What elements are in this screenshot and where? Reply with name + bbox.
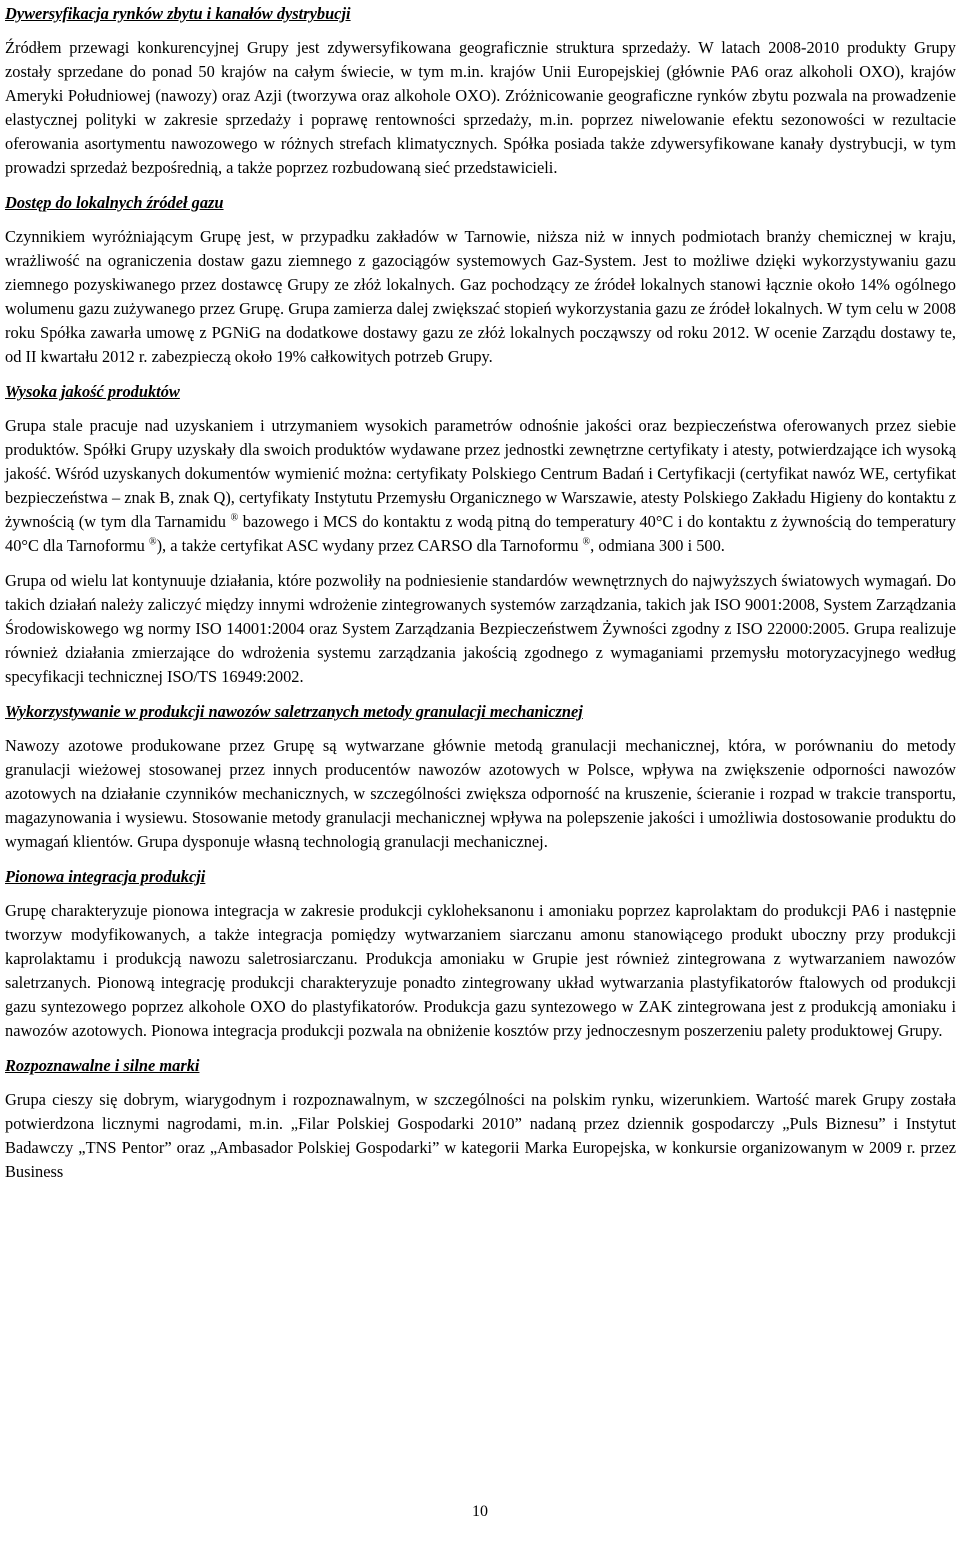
text-segment: Grupa stale pracuje nad uzyskaniem i utrzymaniem wysokich parametrów odnośnie jakości oraz bezpieczeństwa oferowanych przez siebie produktów. Spółki Grupy uzyskały dla swoich produktów wydawane przez jednostki zewnętrzne certyfikaty i atesty, potwierdzające ich wysoką jakość. Wśród uzyskanych dokumentów wymienić można: certyfikaty Polskiego Centrum Badań i Certyfikacji (certyfikat nawóz WE, certyfikat bezpieczeństwa – znak B, znak Q), certyfikaty Instytutu Przemysłu Organicznego w Warszawie, atesty Polskiego Zakładu Higieny do kontaktu z żywnością (w tym dla Tarnamidu [5,416,956,531]
text-segment: ), a także certyfikat ASC wydany przez CARSO dla Tarnoformu [156,536,579,555]
paragraph-dywersyfikacja: Źródłem przewagi konkurencyjnej Grupy jest zdywersyfikowana geograficznie struktura sprzedaży. W latach 2008-2010 produkty Grupy zostały sprzedane do ponad 50 krajów na całym świecie, w tym m.in. krajów Unii Europejskiej (głównie PA6 oraz alkoholi OXO), krajów Ameryki Południowej (nawozy) oraz Azji (tworzywa oraz alkohole OXO). Zróżnicowanie geograficzne rynków zbytu pozwala na prowadzenie elastycznej polityki w zakresie sprzedaży i poprawę rentowności sprzedaży, m.in. poprzez niwelowanie efektu sezonowości w rezultacie oferowania asortymentu nawozowego w różnych strefach klimatycznych. Spółka posiada także zdywersyfikowane kanały dystrybucji, w tym prowadzi sprzedaż bezpośrednią, a także poprzez rozbudowaną sieć przedstawicieli. [5,38,956,177]
paragraph-dostep-gazu: Czynnikiem wyróżniającym Grupę jest, w przypadku zakładów w Tarnowie, niższa niż w innych podmiotach branży chemicznej w kraju, wrażliwość na ograniczenia dostaw gazu ziemnego z gazociągów systemowych Gaz-System. Jest to możliwe dzięki wykorzystywaniu gazu ziemnego pozyskiwanego przez dostawcę Grupy ze złóż lokalnych. Gaz pochodzący ze źródeł lokalnych stanowi łącznie około 14% ogólnego wolumenu gazu zużywanego przez Grupę. Grupa zamierza dalej zwiększać stopień wykorzystania gazu ze źródeł lokalnych. W tym celu w 2008 roku Spółka zawarła umowę z PGNiG na dodatkowe dostawy gazu ze złóż lokalnych począwszy od roku 2012. W ocenie Zarządu dostawy te, od II kwartału 2012 r. zabezpieczą około 19% całkowitych potrzeb Grupy. [5,227,956,366]
registered-mark-icon: ® [230,512,239,524]
paragraph-integracja: Grupę charakteryzuje pionowa integracja w zakresie produkcji cykloheksanonu i amoniaku poprzez kaprolaktam do produkcji PA6 i następnie tworzyw modyfikowanych, a także integracja pomiędzy wytwarzaniem siarczanu amonu stanowiącego produkt uboczny przy produkcji kaprolaktamu i produkcją nawozu saletrosiarczanu. Produkcja amoniaku w Grupie jest również zintegrowana z wytwarzaniem nawozów saletrzanych. Pionową integrację produkcji charakteryzuje ponadto zintegrowany układ wytwarzania plastyfikatorów ftalowych od produkcji gazu syntezowego poprzez alkohole OXO do plastyfikatorów. Produkcja gazu syntezowego w ZAK zintegrowana jest z produkcją amoniaku i nawozów azotowych. Pionowa integracja produkcji pozwala na obniżenie kosztów przy jednoczesnym poszerzeniu palety produktowej Grupy. [5,901,956,1040]
section-heading-dostep-gazu: Dostęp do lokalnych źródeł gazu [5,193,224,212]
section-heading-jakosc: Wysoka jakość produktów [5,382,180,401]
text-segment: , odmiana 300 i 500. [590,536,725,555]
page-number: 10 [472,1503,488,1520]
section-heading-marki: Rozpoznawalne i silne marki [5,1056,200,1075]
paragraph-marki: Grupa cieszy się dobrym, wiarygodnym i rozpoznawalnym, w szczególności na polskim rynku, wizerunkiem. Wartość marek Grupy została potwierdzona licznymi nagrodami, m.in. „Filar Polskiej Gospodarki 2010” nadaną przez dziennik gospodarczy „Puls Biznesu” i Instytut Badawczy „TNS Pentor” oraz „Ambasador Polskiej Gospodarki” w kategorii Marka Europejska, w konkursie organizowanym w 2009 r. przez Business [5,1090,956,1181]
paragraph-jakosc-certyfikaty [5,414,956,558]
section-heading-integracja: Pionowa integracja produkcji [5,867,206,886]
paragraph-granulacja: Nawozy azotowe produkowane przez Grupę są wytwarzane głównie metodą granulacji mechanicznej, która, w porównaniu do metody granulacji wieżowej stosowanej przez innych producentów nawozów azotowych w Polsce, wpływa na zwiększenie odporności nawozów azotowych na działanie czynników mechanicznych, w szczególności zwiększa odporność na kruszenie, ścieranie i rozpad w trakcie transportu, magazynowania i wysiewu. Stosowanie metody granulacji mechanicznej wpływa na polepszenie jakości i umożliwia dostosowanie produktu do wymagań klientów. Grupa dysponuje własną technologią granulacji mechanicznej. [5,736,956,851]
section-heading-granulacja: Wykorzystywanie w produkcji nawozów saletrzanych metody granulacji mechanicznej [5,702,583,721]
section-heading-dywersyfikacja: Dywersyfikacja rynków zbytu i kanałów dystrybucji [5,4,351,23]
text-segment: bazowego i MCS do kontaktu z wodą pitną do temperatury 40°C i do kontaktu z żywnością do temperatury 40°C dla Tarnoformu [5,512,956,555]
registered-mark-icon: ® [148,536,157,548]
paragraph-jakosc-standardy: Grupa od wielu lat kontynuuje działania, które pozwoliły na podniesienie standardów wewnętrznych do najwyższych światowych wymagań. Do takich działań należy zaliczyć między innymi wdrożenie zintegrowanych systemów zarządzania, takich jak ISO 9001:2008, System Zarządzania Środowiskowego wg normy ISO 14001:2004 oraz System Zarządzania Bezpieczeństwem Żywności zgodny z ISO 22000:2005. Grupa realizuje również działania zmierzające do wdrożenia systemu zarządzania jakością zgodnego z wymaganiami przemysłu motoryzacyjnego według specyfikacji technicznej ISO/TS 16949:2002. [5,571,956,686]
registered-mark-icon: ® [582,536,591,548]
